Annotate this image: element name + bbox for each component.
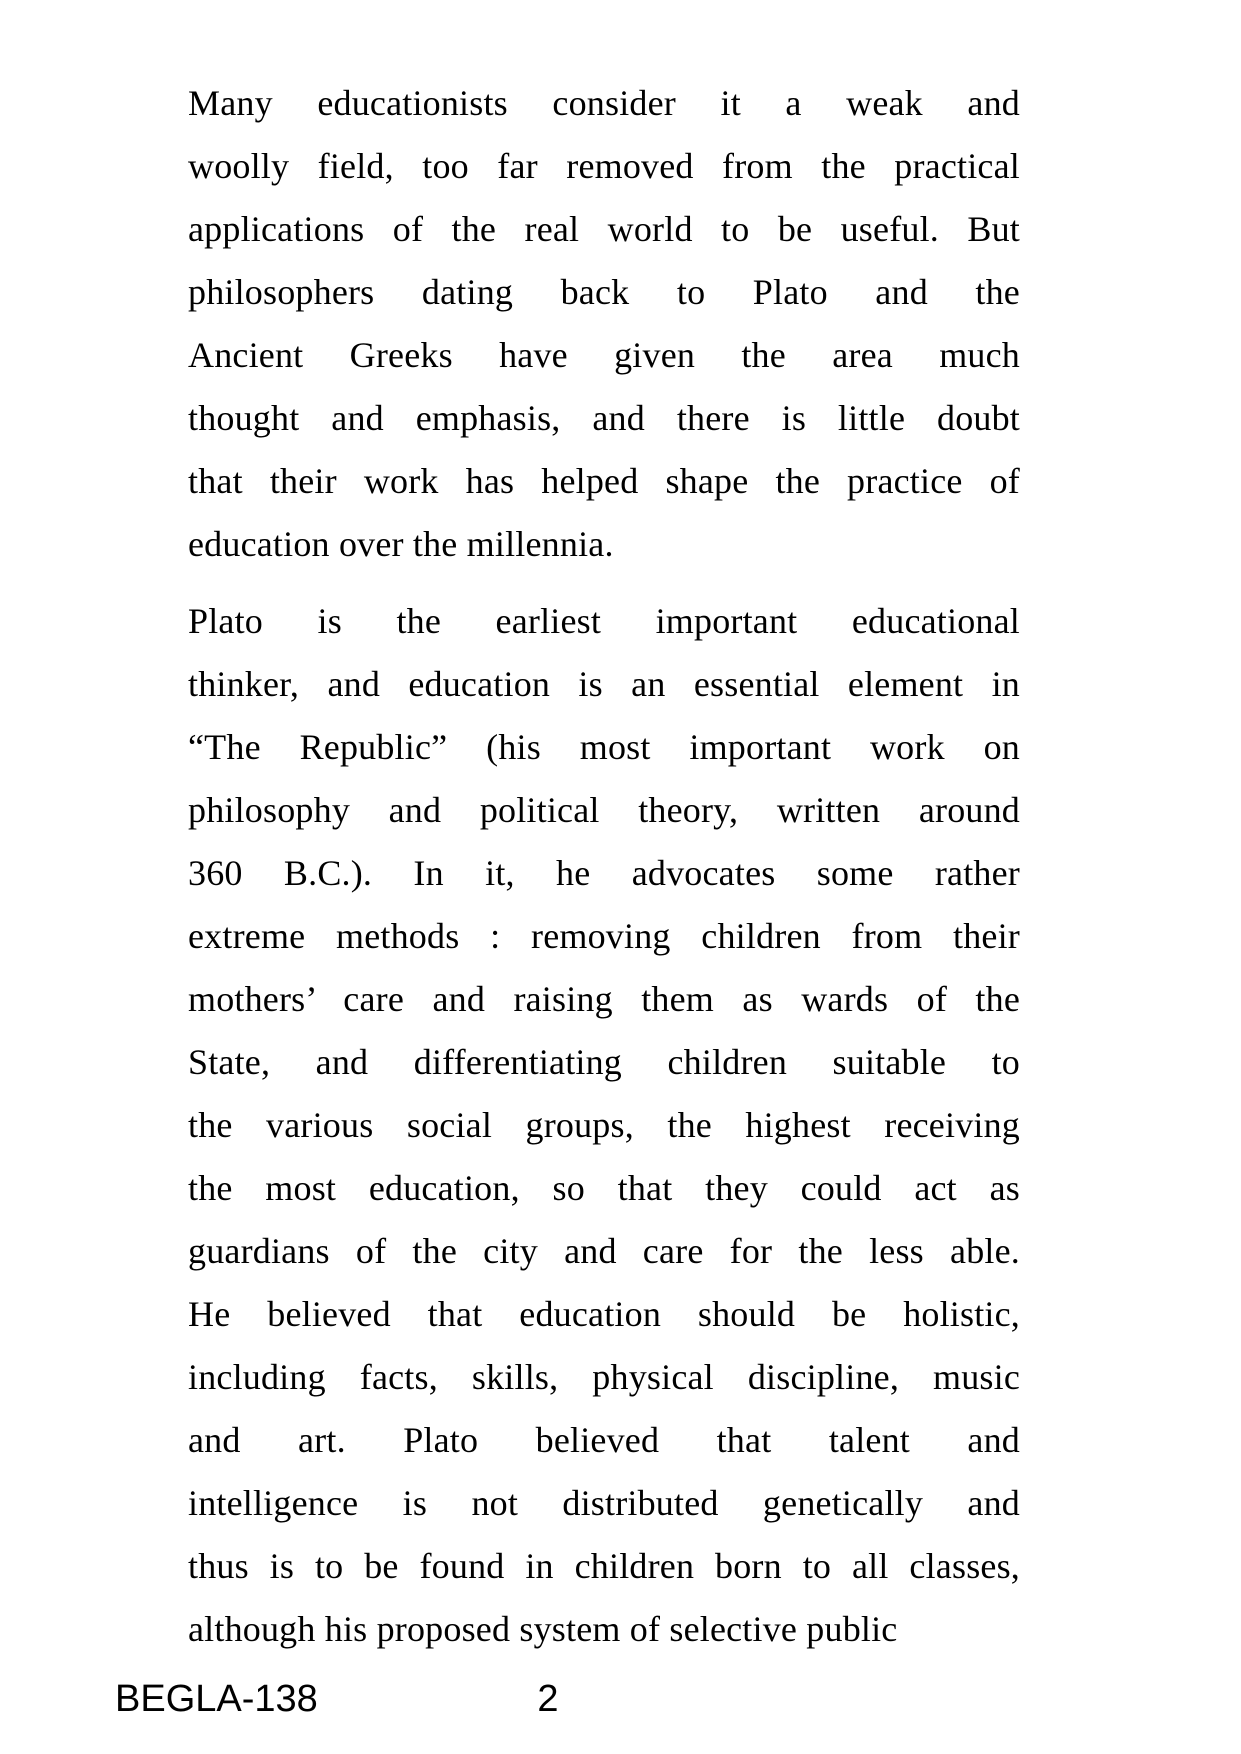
text-line: philosophy and political theory, written around: [188, 790, 1020, 830]
text-line: and art. Plato believed that talent and: [188, 1420, 1020, 1460]
text-line: including facts, skills, physical discipline, music: [188, 1357, 1020, 1397]
text-line: the most education, so that they could act as: [188, 1168, 1020, 1208]
text-line: mothers’ care and raising them as wards of the: [188, 979, 1020, 1019]
text-line: Plato is the earliest important educational: [188, 601, 1020, 641]
course-code: BEGLA-138: [115, 1678, 318, 1720]
body-text: [188, 72, 1020, 1661]
page-footer: [0, 1678, 1241, 1724]
text-line: applications of the real world to be useful. But: [188, 209, 1020, 249]
text-line: extreme methods : removing children from their: [188, 916, 1020, 956]
text-line: education over the millennia.: [188, 524, 614, 564]
text-line: woolly field, too far removed from the practical: [188, 146, 1020, 186]
text-line: Ancient Greeks have given the area much: [188, 335, 1020, 375]
text-line: thinker, and education is an essential element in: [188, 664, 1020, 704]
text-line: State, and differentiating children suitable to: [188, 1042, 1020, 1082]
text-line: guardians of the city and care for the less able.: [188, 1231, 1020, 1271]
paragraph-1: [188, 72, 1020, 576]
text-line: thought and emphasis, and there is little doubt: [188, 398, 1020, 438]
text-line: the various social groups, the highest receiving: [188, 1105, 1020, 1145]
paragraph-2: [188, 590, 1020, 1661]
text-line: that their work has helped shape the practice of: [188, 461, 1020, 501]
text-line: although his proposed system of selective public: [188, 1609, 898, 1649]
text-line: philosophers dating back to Plato and the: [188, 272, 1020, 312]
text-line: “The Republic” (his most important work on: [188, 727, 1020, 767]
text-line: thus is to be found in children born to all classes,: [188, 1546, 1020, 1586]
text-line: He believed that education should be holistic,: [188, 1294, 1020, 1334]
text-line: Many educationists consider it a weak and: [188, 83, 1020, 123]
text-line: 360 B.C.). In it, he advocates some rather: [188, 853, 1020, 893]
text-line: intelligence is not distributed genetically and: [188, 1483, 1020, 1523]
page-number: 2: [537, 1678, 559, 1720]
